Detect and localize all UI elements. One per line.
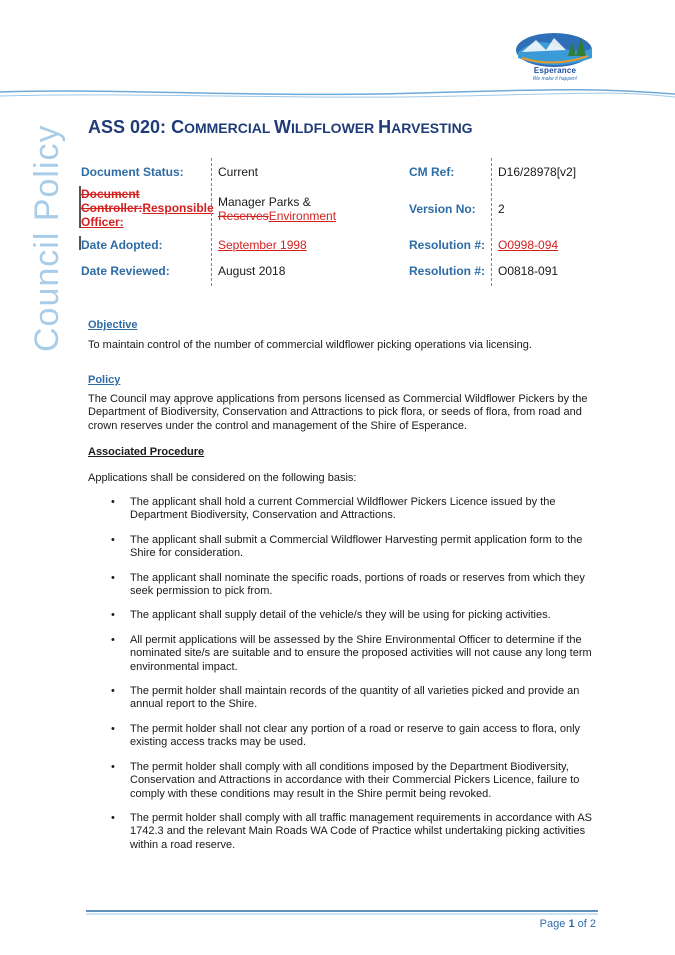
- procedure-intro: Applications shall be considered on the following basis:: [88, 472, 357, 484]
- cm-ref-value: D16/28978[v2]: [498, 165, 577, 179]
- table-divider: [211, 158, 212, 286]
- document-status-label: Document Status:: [81, 165, 184, 179]
- bullet-icon: •: [111, 633, 115, 646]
- list-item: [88, 496, 608, 523]
- list-item: [88, 534, 608, 561]
- bullet-icon: •: [111, 496, 115, 508]
- version-no-value: 2: [498, 202, 505, 216]
- officer-value-prefix: Manager Parks &: [218, 195, 311, 209]
- page-of: of: [577, 918, 587, 930]
- logo-text: Esperance: [533, 66, 577, 75]
- list-item: [88, 609, 608, 622]
- officer-value-inserted: Environment: [268, 209, 337, 223]
- list-item: [88, 761, 608, 801]
- page-title: [88, 117, 473, 138]
- policy-name: COMMERCIAL WILDFLOWER HARVESTING: [171, 117, 473, 137]
- date-reviewed-value: August 2018: [218, 264, 286, 278]
- bullet-icon: •: [111, 811, 115, 824]
- date-reviewed-label: Date Reviewed:: [81, 264, 170, 278]
- list-item-text: All permit applications will be assessed by the Shire Environmental Officer to determine if the nominated site/s are suitable and to ensure the proposed activities will not cause any long term environmental impact.: [130, 633, 592, 673]
- procedure-list: [88, 496, 608, 863]
- page-total: 2: [589, 918, 596, 930]
- date-adopted-label: Date Adopted:: [81, 238, 163, 252]
- bullet-icon: •: [111, 609, 115, 622]
- sidebar-label: Council Policy: [28, 124, 66, 352]
- page-word: Page: [539, 918, 566, 930]
- bullet-icon: •: [111, 571, 115, 584]
- header-rule: [0, 86, 675, 102]
- list-item-text: The permit holder shall comply with all conditions imposed by the Department Biodiversity, Conservation and Attractions in accordance with their Commercial Pickers Licence, failure to comply with these conditions may result in the Shire permit being revoked.: [130, 760, 580, 800]
- version-no-label: Version No:: [409, 202, 476, 216]
- resolution-2-value: O0818-091: [498, 264, 559, 278]
- list-item-text: The permit holder shall maintain records of the quantity of all varieties picked and provide an annual report to the Shire.: [130, 685, 580, 711]
- officer-value-deleted: Reserves: [218, 209, 269, 223]
- page-number: [540, 918, 596, 930]
- policy-heading: Policy: [88, 374, 121, 386]
- bullet-icon: •: [111, 760, 115, 773]
- officer-label-inserted: Responsible Officer:: [81, 201, 214, 229]
- list-item: [88, 685, 608, 712]
- bullet-icon: •: [111, 533, 115, 546]
- list-item: [88, 634, 608, 674]
- policy-code: ASS 020:: [88, 117, 167, 137]
- bullet-icon: •: [111, 722, 115, 735]
- list-item: [88, 723, 608, 750]
- revision-bar: [79, 236, 81, 250]
- document-status-value: Current: [218, 165, 259, 179]
- officer-label-deleted: Document Controller:: [81, 187, 143, 215]
- list-item-text: The permit holder shall comply with all traffic management requirements in accordance with AS 1742.3 and the relevant Main Roads WA Code of Practice whilst undertaking picking activities within a road reserve.: [130, 811, 593, 851]
- footer-rule: [86, 910, 598, 916]
- officer-value: [218, 195, 348, 223]
- officer-label: [81, 187, 214, 229]
- policy-text: The Council may approve applications from persons licensed as Commercial Wildflower Pickers by the Department of Biodiversity, Conservation and Attractions to pick flora, or seeds of flora, from road and crown reserves under the control and management of the Shire of Esperance.: [88, 393, 588, 432]
- revision-bar: [79, 186, 81, 228]
- procedure-heading: Associated Procedure: [88, 446, 205, 458]
- list-item-text: The applicant shall nominate the specific roads, portions of roads or reserves from which they seek permission to pick from.: [130, 571, 585, 598]
- logo-tagline: We make it happen!: [532, 76, 578, 82]
- list-item-text: The permit holder shall not clear any portion of a road or reserve to gain access to flora, only existing access tracks may be used.: [130, 722, 581, 749]
- resolution-2-label: Resolution #:: [409, 264, 486, 278]
- list-item-text: The applicant shall supply detail of the vehicle/s they will be using for picking activities.: [130, 609, 551, 622]
- page-current: 1: [568, 918, 575, 930]
- bullet-icon: •: [111, 685, 115, 698]
- list-item: [88, 812, 608, 852]
- resolution-1-value: O0998-094: [498, 238, 559, 252]
- objective-text: To maintain control of the number of commercial wildflower picking operations via licensing.: [88, 339, 532, 351]
- list-item-text: The applicant shall submit a Commercial Wildflower Harvesting permit application form to the Shire for consideration.: [130, 533, 583, 560]
- list-item: [88, 572, 608, 599]
- list-item-text: The applicant shall hold a current Commercial Wildflower Pickers Licence issued by the Department Biodiversity, Conservation and Attractions.: [130, 496, 556, 522]
- date-adopted-value: September 1998: [218, 238, 307, 252]
- cm-ref-label: CM Ref:: [409, 165, 455, 179]
- table-divider: [491, 158, 492, 286]
- resolution-1-label: Resolution #:: [409, 238, 486, 252]
- objective-heading: Objective: [88, 319, 138, 331]
